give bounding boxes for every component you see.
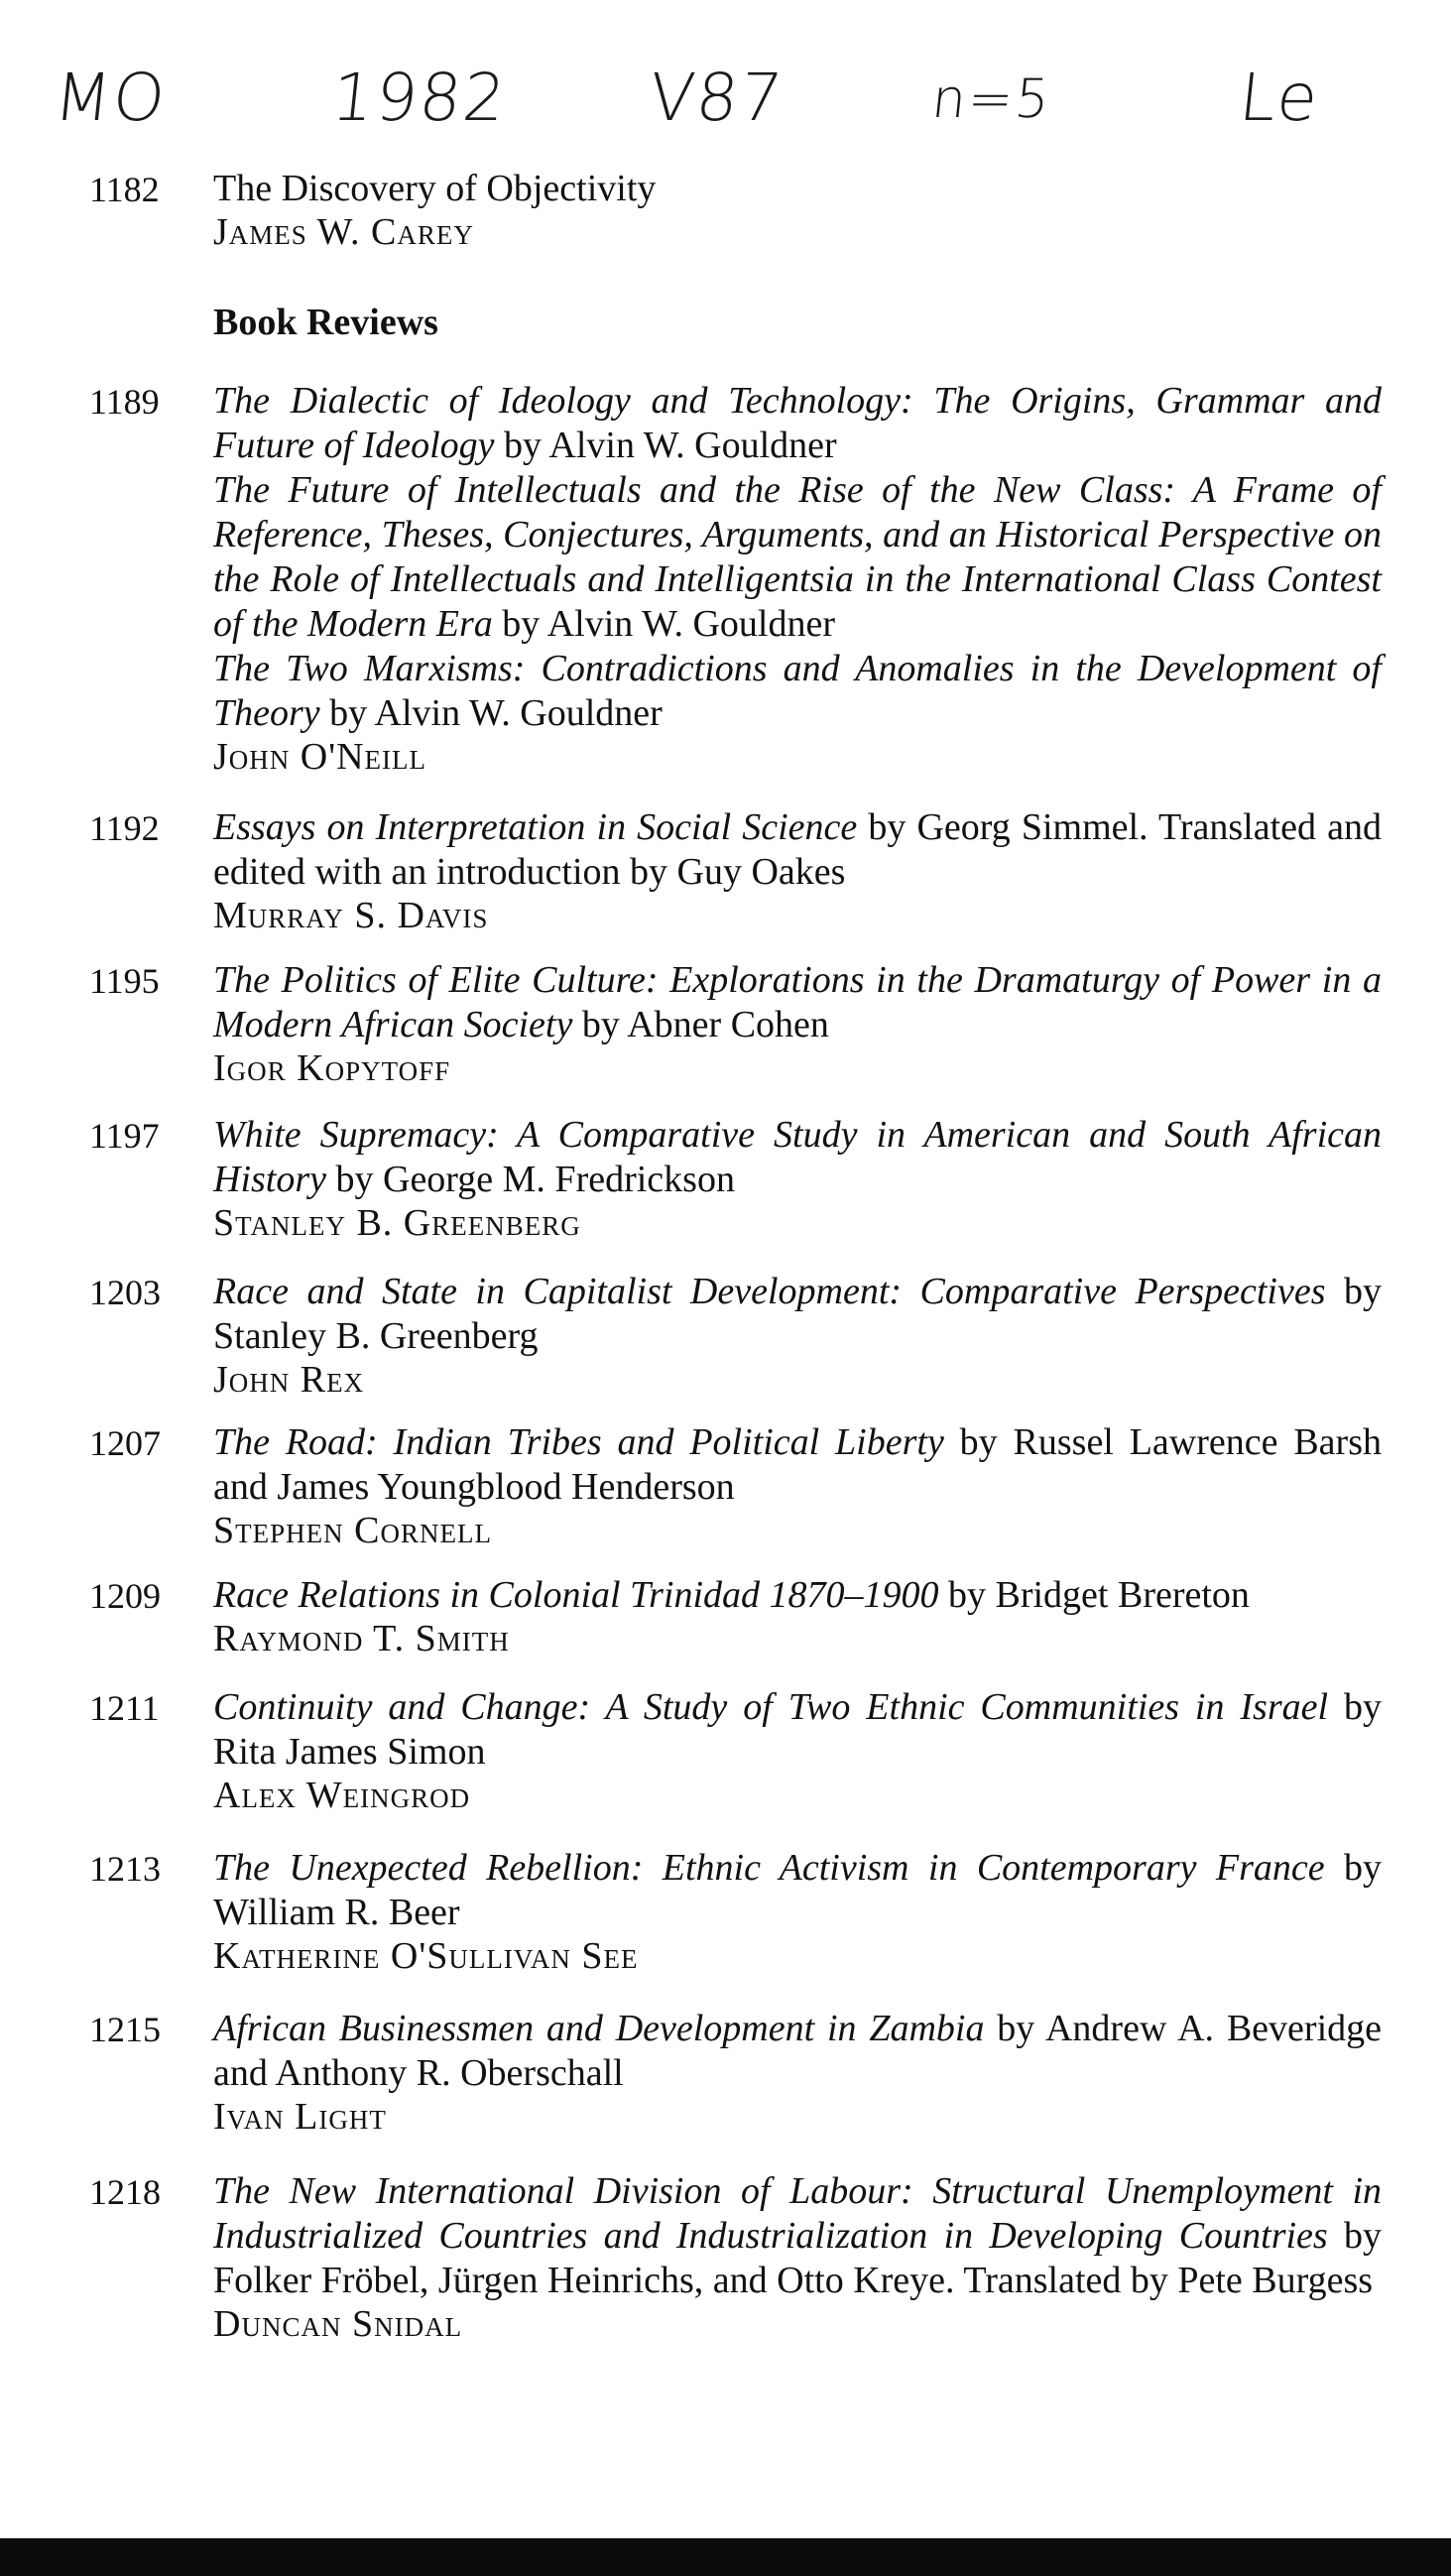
book-byline: by Stanley B. Greenberg [213,1271,1382,1357]
reviewer-name: Igor Kopytoff [213,1047,451,1089]
table-of-contents [0,167,1451,2369]
book-byline: by Alvin W. Gouldner [319,692,663,734]
page-number: 1195 [89,961,160,1001]
handwriting-number: n=5 [928,67,1055,130]
page-number: 1192 [89,808,160,848]
book-title: Race and State in Capitalist Development: Comparative Perspectives [213,1271,1326,1312]
toc-entry-review [0,379,1451,778]
reviewer-name: Katherine O'Sullivan See [213,1935,639,1977]
handwriting-mo: MO [50,60,171,136]
book-byline: by Alvin W. Gouldner [492,603,835,645]
book-title: The Future of Intellectuals and the Rise of the New Class: A Frame of Reference, Theses, Conjectures, Arguments, and an Historical Perspective on the Role of Intellectuals and Intelligentsia in the International Class Contest of the Modern Era [213,469,1382,645]
book-title: The Dialectic of Ideology and Technology: The Origins, Grammar and Future of Ideology [213,380,1382,466]
toc-entry-review [0,1420,1451,1551]
book-title: The Two Marxisms: Contradictions and Anomalies in the Development of Theory [213,648,1382,734]
handwriting-year: 1982 [327,60,512,136]
book-title: White Supremacy: A Comparative Study in American and South African History [213,1114,1382,1200]
section-title: Book Reviews [213,302,438,343]
book-review-list [0,379,1451,2345]
reviewer-name: Duncan Snidal [213,2303,463,2345]
review-citation [213,958,1382,1047]
book-byline: by Bridget Brereton [938,1574,1250,1616]
reviewer-name: Murray S. Davis [213,895,489,936]
book-byline: by Rita James Simon [213,1686,1382,1773]
handwriting-volume: V87 [645,60,788,136]
review-citation [213,379,1382,468]
article-title: The Discovery of Objectivity [213,168,657,209]
review-citation [213,1270,1382,1359]
page-number: 1211 [89,1688,160,1728]
review-citation [213,1685,1382,1775]
book-title: The Road: Indian Tribes and Political Liberty [213,1421,944,1463]
toc-entry-review [0,2007,1451,2138]
toc-entry-article [0,167,1451,253]
book-title: Race Relations in Colonial Trinidad 1870–1900 [213,1574,939,1616]
review-citation [213,2169,1382,2303]
page-number: 1218 [89,2172,161,2212]
book-byline: by Alvin W. Gouldner [494,425,837,466]
book-byline: by George M. Fredrickson [326,1159,735,1200]
review-citation [213,1113,1382,1202]
toc-entry-review [0,958,1451,1089]
book-byline: by Abner Cohen [572,1004,829,1045]
reviewer-name: Stanley B. Greenberg [213,1202,581,1244]
book-title: The New International Division of Labour: Structural Unemployment in Industrialized Countries and Industrialization in Developing Countries [213,2170,1382,2257]
reviewer-name: Ivan Light [213,2096,387,2138]
handwritten-annotation [0,60,1451,149]
page-number: 1207 [89,1423,161,1463]
book-title: Essays on Interpretation in Social Science [213,806,858,848]
book-title: African Businessmen and Development in Zambia [213,2008,985,2049]
toc-entry-review [0,1685,1451,1816]
book-byline: by Russel Lawrence Barsh and James Youngblood Henderson [213,1421,1382,1508]
toc-entry-review [0,1846,1451,1977]
review-citation [213,1846,1382,1935]
book-title: Continuity and Change: A Study of Two Ethnic Communities in Israel [213,1686,1329,1728]
page-number: 1209 [89,1576,161,1616]
reviewer-name: John O'Neill [213,736,426,778]
book-title: The Politics of Elite Culture: Explorations in the Dramaturgy of Power in a Modern African Society [213,959,1382,1045]
page-number: 1182 [89,170,160,209]
scan-edge-bar [0,2538,1451,2576]
page-number: 1189 [89,382,160,422]
toc-entry-review [0,1113,1451,1244]
toc-entry-review [0,805,1451,936]
reviewer-name: Stephen Cornell [213,1510,492,1551]
page-number: 1213 [89,1849,161,1889]
book-byline: by Georg Simmel. Translated and edited with an introduction by Guy Oakes [213,806,1382,893]
review-citation [213,1420,1382,1510]
book-byline: by Folker Fröbel, Jürgen Heinrichs, and Otto Kreye. Translated by Pete Burgess [213,2215,1383,2301]
review-citation [213,805,1382,895]
toc-entry-review [0,2169,1451,2345]
article-author: James W. Carey [213,211,474,253]
page-number: 1215 [89,2010,161,2049]
page-number: 1197 [89,1116,160,1156]
toc-entry-review [0,1270,1451,1401]
page-number: 1203 [89,1273,161,1312]
reviewer-name: Alex Weingrod [213,1775,471,1816]
review-citation [213,2007,1382,2096]
book-byline: by Andrew A. Beveridge and Anthony R. Oberschall [213,2008,1382,2094]
reviewer-name: John Rex [213,1359,365,1401]
review-citation [213,1573,1382,1618]
reviewer-name: Raymond T. Smith [213,1618,510,1659]
review-citation [213,468,1382,647]
handwriting-initials: Le [1235,60,1324,136]
book-title: The Unexpected Rebellion: Ethnic Activism in Contemporary France [213,1847,1325,1889]
review-citation [213,647,1382,736]
book-byline: by William R. Beer [213,1847,1382,1933]
toc-entry-review [0,1573,1451,1659]
